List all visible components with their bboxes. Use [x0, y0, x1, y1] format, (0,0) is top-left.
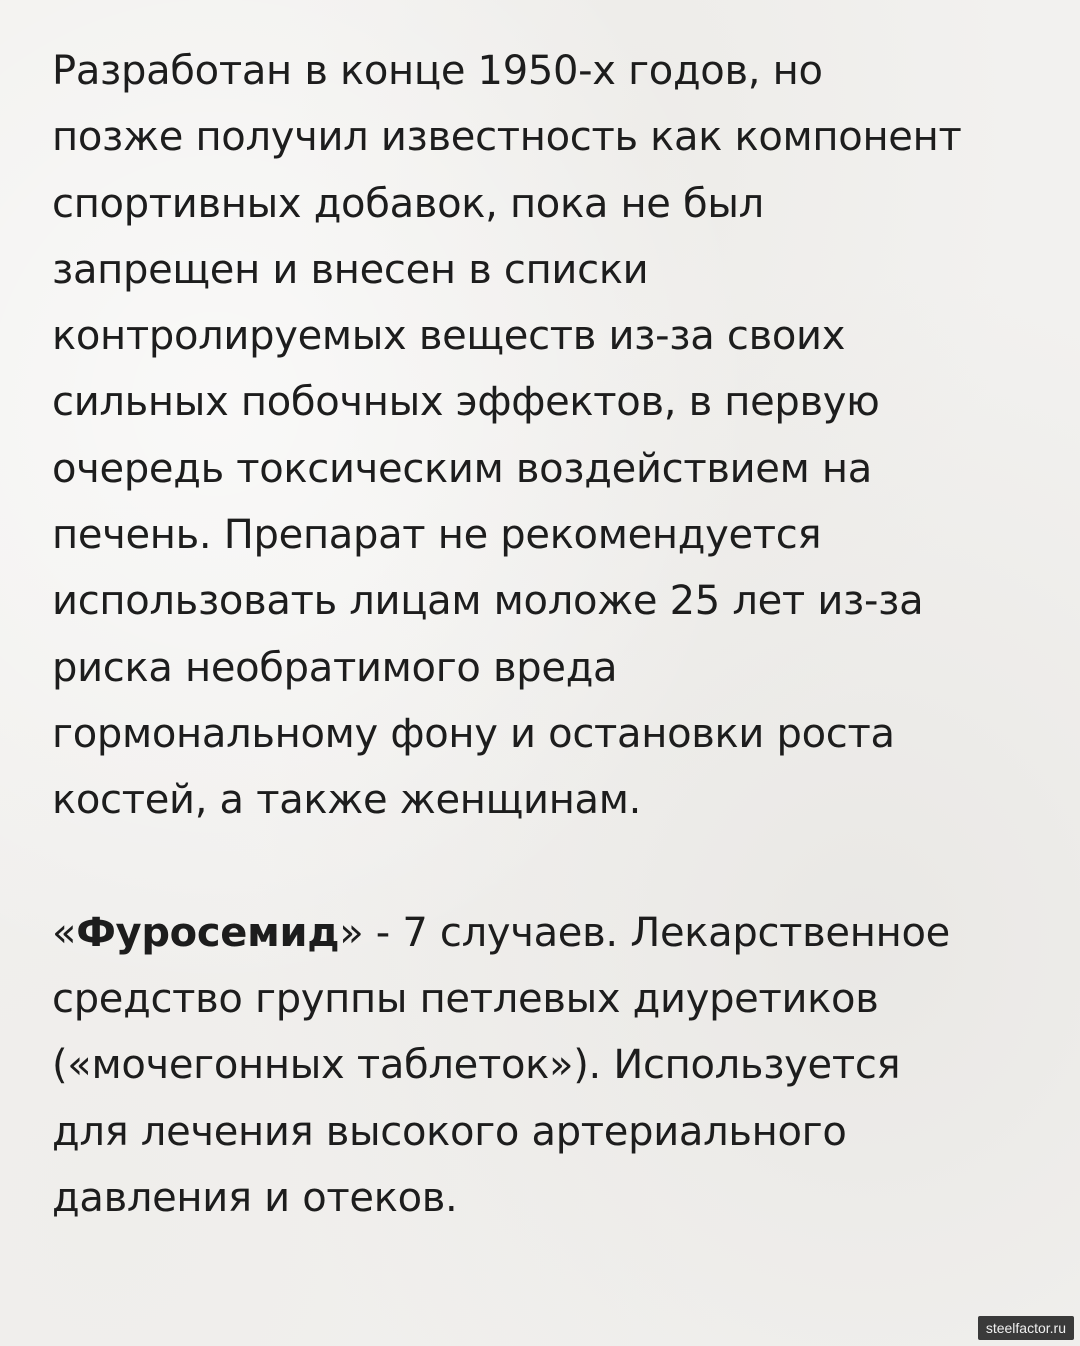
text-line-with-drug-name	[52, 900, 1080, 966]
text-line: сильных побочных эффектов, в первую	[52, 379, 880, 426]
paragraph-2	[52, 900, 1080, 1231]
text-line-rest: » - 7 случаев. Лекарственное	[339, 909, 950, 956]
text-line: спортивных добавок, пока не был	[52, 180, 764, 227]
text-line: для лечения высокого артериального	[52, 1108, 847, 1155]
paragraph-spacer	[52, 834, 1080, 900]
paragraph-1	[52, 38, 1080, 834]
site-watermark: steelfactor.ru	[978, 1316, 1074, 1340]
open-quote: «	[52, 909, 77, 956]
text-line: контролируемых веществ из-за своих	[52, 313, 846, 360]
text-line: давления и отеков.	[52, 1175, 458, 1222]
drug-name: Фуросемид	[76, 909, 340, 956]
text-line: печень. Препарат не рекомендуется	[52, 512, 822, 559]
text-line: очередь токсическим воздействием на	[52, 445, 872, 492]
text-line: использовать лицам моложе 25 лет из-за	[52, 578, 924, 625]
text-line: запрещен и внесен в списки	[52, 246, 649, 293]
text-line: риска необратимого вреда	[52, 644, 618, 691]
text-line: Разработан в конце 1950-х годов, но	[52, 48, 823, 94]
text-line: позже получил известность как компонент	[52, 114, 962, 161]
text-line: («мочегонных таблеток»). Используется	[52, 1042, 901, 1089]
text-line: костей, а также женщинам.	[52, 777, 642, 824]
article-text	[52, 38, 1080, 1231]
text-line: средство группы петлевых диуретиков	[52, 976, 879, 1023]
text-line: гормональному фону и остановки роста	[52, 710, 895, 757]
